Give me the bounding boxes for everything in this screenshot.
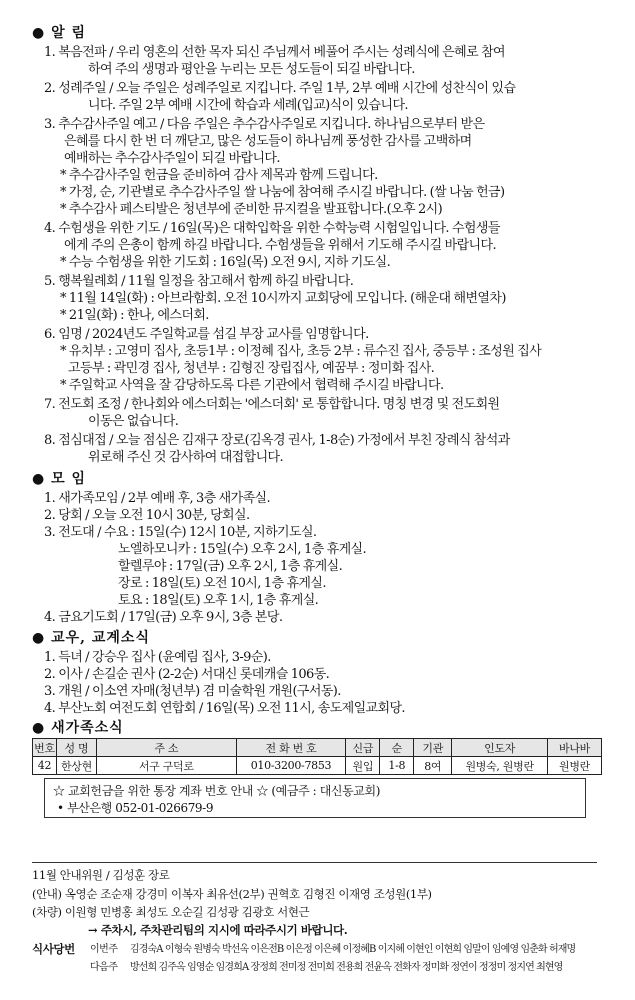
col-header: 성 명	[56, 739, 96, 757]
notice-6-sub1: * 유치부 : 고영미 집사, 초등1부 : 이정혜 집사, 초등 2부 : 류수진 집사, 중등부 : 조성원 집사	[60, 344, 542, 359]
notice-1-line2: 하여 주의 생명과 평안을 누리는 모든 성도들이 되길 바랍니다.	[88, 62, 415, 77]
col-header: 기관	[414, 739, 452, 757]
meal-duty-label: 식사당번	[32, 942, 75, 956]
account-title: ☆ 교회헌금을 위한 통장 계좌 번호 안내 ☆ (예금주 : 대신동교회)	[53, 784, 380, 798]
notice-6-line1: 6. 임명 / 2024년도 주일학교를 섬길 부장 교사를 임명합니다.	[44, 327, 369, 342]
col-header: 바나바	[548, 739, 602, 757]
footer-parking-note: → 주차시, 주차관리팀의 지시에 따라주시기 바랍니다.	[88, 923, 348, 937]
meeting-2: 2. 당회 / 오늘 오전 10시 30분, 당회실.	[44, 508, 250, 523]
notice-1-line1: 1. 복음전파 / 우리 영혼의 선한 목자 되신 주님께서 베풀어 주시는 성례식에 은혜로 참여	[44, 45, 506, 60]
notice-7-line2: 이동은 없습니다.	[88, 414, 179, 429]
meal-next-week-names: 방선희 김주옥 임영순 임경희A 장정희 전미정 전미희 전용희 전윤옥 전화자 정미화 정연이 정정미 정지연 최현영	[130, 962, 563, 973]
account-number: • 부산은행 052-01-026679-9	[57, 801, 214, 815]
footer-guide-line1: (안내) 옥영순 조순재 강경미 이복자 최유선(2부) 권혁호 김형진 이재영 조성원(1부)	[32, 887, 432, 901]
footer-guide-line2: (차량) 이원형 민병홍 최성도 오순길 김성광 김광호 서현근	[32, 905, 310, 919]
notice-3-line2: 은혜를 다시 한 번 더 깨닫고, 많은 성도들이 하나님께 풍성한 감사를 고백하며	[64, 134, 472, 149]
table-cell: 1-8	[380, 757, 414, 775]
notice-7-line1: 7. 전도회 조정 / 한나회와 에스더회는 '에스더회' 로 통합합니다. 명칭 변경 및 전도회원	[44, 397, 500, 412]
meal-this-week-label: 이번주	[90, 944, 118, 955]
congregation-heading: ● 교우, 교계소식	[32, 630, 150, 646]
notice-3-sub1: * 추수감사주일 헌금을 준비하여 감사 제목과 함께 드립니다.	[60, 168, 378, 183]
notice-4-line1: 4. 수험생을 위한 기도 / 16일(목)은 대학입학을 위한 수학능력 시험일입니다. 수험생들	[44, 221, 500, 236]
congregation-item-1: 1. 득녀 / 강승우 집사 (윤예림 집사, 3-9순).	[44, 650, 271, 665]
table-cell: 한상현	[56, 757, 96, 775]
notice-5-line1: 5. 행복월례회 / 11월 일정을 참고해서 함께 하길 바랍니다.	[44, 274, 354, 289]
col-header: 전 화 번 호	[236, 739, 346, 757]
notice-6-sub2: 고등부 : 곽민경 집사, 청년부 : 김형진 장립집사, 예꿈부 : 정미화 집사.	[68, 361, 435, 376]
notice-3-line3: 예배하는 추수감사주일이 되길 바랍니다.	[64, 151, 280, 166]
table-cell: 010-3200-7853	[236, 757, 346, 775]
notice-3-sub3: * 추수감사 페스티발은 청년부에 준비한 뮤지컬을 발표합니다.(오후 2시)	[60, 202, 443, 217]
notice-4-line2: 에게 주의 은총이 함께 하길 바랍니다. 수험생들을 위해서 기도해 주시길 바랍니다.	[64, 238, 497, 253]
col-header: 인도자	[452, 739, 548, 757]
footer-guide-title: 11월 안내위원 / 김성훈 장로	[32, 868, 170, 882]
congregation-item-3: 3. 개원 / 이소연 자매(청년부) 겸 미술학원 개원(구서동).	[44, 684, 341, 699]
table-cell: 원병란	[548, 757, 602, 775]
meal-this-week-names: 김경숙A 이형숙 원병숙 박선옥 이은전B 이은정 이은혜 이정혜B 이지혜 이현인 이현희 임말이 임예영 임춘화 허재명	[130, 944, 576, 955]
evangelism-4: 토요 : 18일(토) 오후 1시, 1층 휴게실.	[118, 593, 319, 608]
meeting-3: 3. 전도대 / 수요 : 15일(수) 12시 10분, 지하기도실.	[44, 525, 317, 540]
meal-next-week-label: 다음주	[90, 962, 118, 973]
col-header: 순	[380, 739, 414, 757]
table-cell: 원입	[346, 757, 380, 775]
congregation-item-2: 2. 이사 / 손길순 권사 (2-2순) 서대신 롯데캐슬 106동.	[44, 667, 330, 682]
notice-8-line1: 8. 점심대접 / 오늘 점심은 김재구 장로(김옥경 권사, 1-8순) 가정에서 부친 장례식 참석과	[44, 433, 510, 448]
table-cell: 원병숙, 원병란	[452, 757, 548, 775]
table-cell: 42	[33, 757, 57, 775]
new-family-heading: ● 새가족소식	[32, 720, 124, 736]
account-info-box	[44, 778, 586, 818]
notice-3-sub2: * 가정, 순, 기관별로 추수감사주일 쌀 나눔에 참여해 주시길 바랍니다. (쌀 나눔 헌금)	[60, 185, 505, 200]
table-row	[33, 757, 602, 775]
footer-divider	[32, 862, 597, 863]
notice-3-line1: 3. 추수감사주일 예고 / 다음 주일은 추수감사주일로 지킵니다. 하나님으로부터 받은	[44, 117, 485, 132]
evangelism-3: 장로 : 18일(토) 오전 10시, 1층 휴게실.	[118, 576, 326, 591]
meeting-4: 4. 금요기도회 / 17일(금) 오후 9시, 3층 본당.	[44, 610, 283, 625]
congregation-item-4: 4. 부산노회 여전도회 연합회 / 16일(목) 오전 11시, 송도제일교회당.	[44, 701, 405, 716]
notice-8-line2: 위로해 주신 것 감사하여 대접합니다.	[88, 450, 284, 465]
col-header: 주 소	[96, 739, 236, 757]
new-family-table	[32, 738, 602, 775]
table-cell: 8여	[414, 757, 452, 775]
table-header-row	[33, 739, 602, 757]
evangelism-1: 노엘하모니카 : 15일(수) 오후 2시, 1층 휴게실.	[118, 542, 367, 557]
col-header: 번호	[33, 739, 57, 757]
evangelism-2: 할렐루야 : 17일(금) 오후 2시, 1층 휴게실.	[118, 559, 343, 574]
meetings-heading: ● 모 임	[32, 471, 87, 487]
notice-5-sub2: * 21일(화) : 한나, 에스더회.	[60, 308, 209, 323]
table-cell: 서구 구덕로	[96, 757, 236, 775]
notices-heading: ● 알 림	[32, 25, 87, 41]
notice-4-sub1: * 수능 수험생을 위한 기도회 : 16일(목) 오전 9시, 지하 기도실.	[60, 255, 391, 270]
notice-2-line2: 니다. 주일 2부 예배 시간에 학습과 세례(입교)식이 있습니다.	[88, 98, 408, 113]
col-header: 신급	[346, 739, 380, 757]
notice-5-sub1: * 11월 14일(화) : 아브라함회. 오전 10시까지 교회당에 모입니다. (해운대 해변열차)	[60, 291, 506, 306]
meeting-1: 1. 새가족모임 / 2부 예배 후, 3층 새가족실.	[44, 491, 271, 506]
notice-2-line1: 2. 성례주일 / 오늘 주일은 성례주일로 지킵니다. 주일 1부, 2부 예배 시간에 성찬식이 있습	[44, 81, 516, 96]
notice-6-sub3: * 주일학교 사역을 잘 감당하도록 다른 기관에서 협력해 주시길 바랍니다.	[60, 378, 444, 393]
